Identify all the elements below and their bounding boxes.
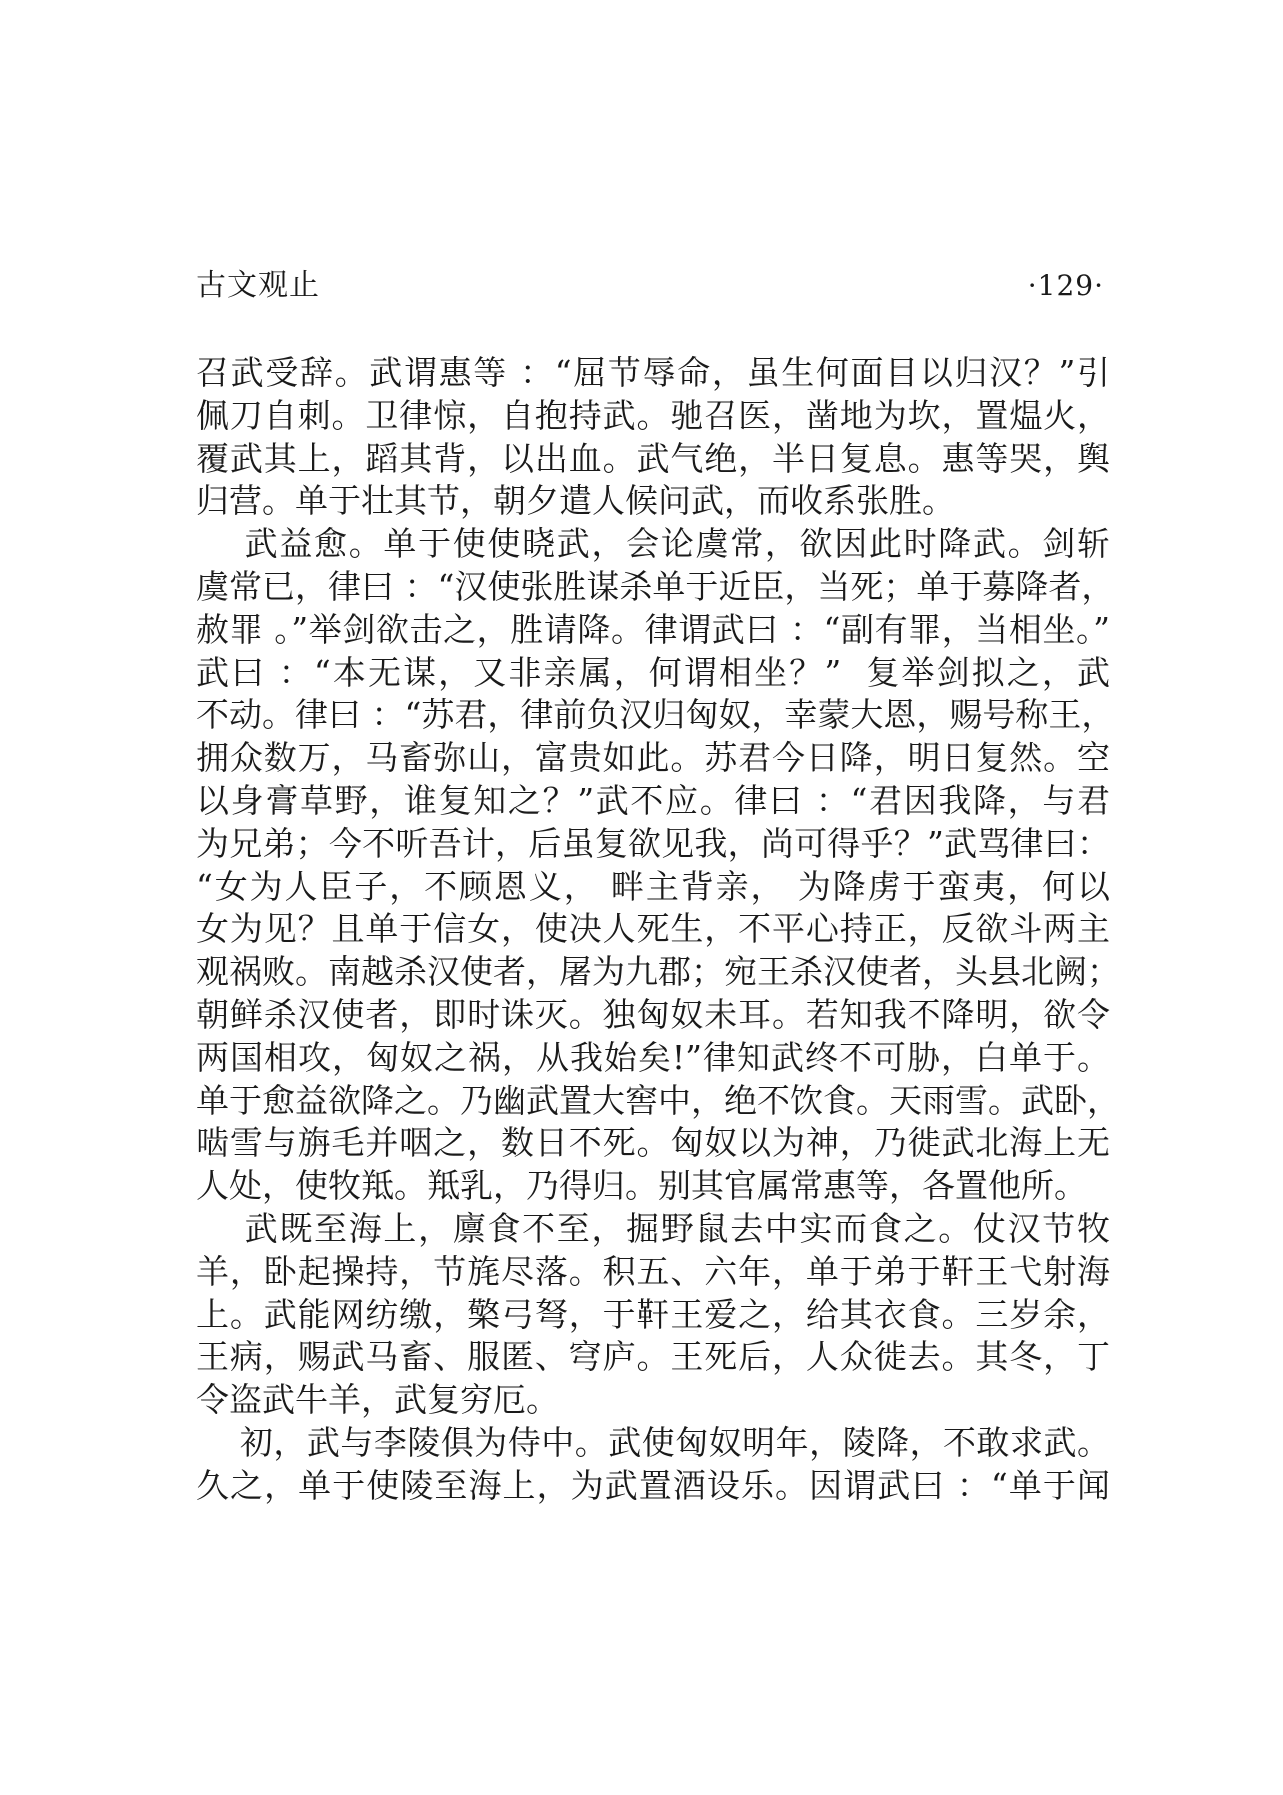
text-line: 拥众数万，马畜弥山，富贵如此。苏君今日降，明日复然。空: [196, 738, 1110, 778]
text-line: 女为见？且单于信女，使决人死生，不平心持正，反欲斗两主: [196, 909, 1110, 949]
text-line: 赦罪 。”举剑欲击之，胜请降。律谓武曰 ：“副有罪，当相坐。”: [196, 609, 1110, 649]
text-line: 召武受辞。武谓惠等 ：“屈节辱命，虽生何面目以归汉？”引: [196, 353, 1110, 392]
text-line: 为兄弟；今不听吾计，后虽复欲见我，尚可得乎？”武骂律曰：: [196, 823, 1110, 863]
text-line: 武既至海上，廪食不至，掘野鼠去中实而食之。仗汉节牧: [196, 1208, 1110, 1248]
text-line: 初，武与李陵俱为侍中。武使匈奴明年，陵降，不敢求武。: [196, 1422, 1110, 1462]
text-line: 覆武其上，蹈其背，以出血。武气绝，半日复息。惠等哭，舆: [196, 438, 1110, 478]
text-line: 佩刀自刺。卫律惊，自抱持武。驰召医，凿地为坎，置煴火，: [196, 395, 1110, 435]
text-line: 单于愈益欲降之。乃幽武置大窖中，绝不饮食。天雨雪。武卧，: [196, 1080, 1120, 1120]
text-line: 久之，单于使陵至海上，为武置酒设乐。因谓武曰 ：“单于闻: [196, 1465, 1110, 1505]
page-header: [196, 266, 1104, 306]
page-number: ·129·: [1027, 269, 1104, 302]
text-line: 王病，赐武马畜、服匿、穹庐。王死后，人众徙去。其冬，丁: [196, 1337, 1110, 1377]
text-line: 羊，卧起操持，节旄尽落。积五、六年，单于弟于靬王弋射海: [196, 1251, 1110, 1291]
body-text: [196, 352, 1120, 1508]
text-line: 武曰 ：“本无谋，又非亲属，何谓相坐？” 复举剑拟之，武: [196, 652, 1110, 692]
text-line: 观祸败。南越杀汉使者，屠为九郡；宛王杀汉使者，头县北阙；: [196, 952, 1120, 992]
text-line: 归营。单于壮其节，朝夕遣人候问武，而收系张胜。: [196, 481, 955, 521]
text-line: 武益愈。单于使使晓武，会论虞常，欲因此时降武。剑斩: [196, 524, 1110, 564]
text-line: 虞常已，律曰 ：“汉使张胜谋杀单于近臣，当死；单于募降者，: [196, 566, 1115, 606]
text-line: 以身膏草野，谁复知之？”武不应。律曰 ：“君因我降，与君: [196, 780, 1110, 820]
text-line: 令盗武牛羊，武复穷厄。: [196, 1380, 559, 1420]
text-line: 朝鲜杀汉使者，即时诛灭。独匈奴未耳。若知我不降明，欲令: [196, 994, 1110, 1034]
text-line: 人处，使牧羝。羝乳，乃得归。别其官属常惠等，各置他所。: [196, 1166, 1087, 1206]
text-line: “女为人臣子，不顾恩义， 畔主背亲， 为降虏于蛮夷，何以: [196, 866, 1110, 906]
text-line: 上。武能网纺缴，檠弓弩，于靬王爱之，给其衣食。三岁余，: [196, 1294, 1110, 1334]
text-line: 两国相攻，匈奴之祸，从我始矣!”律知武终不可胁，白单于。: [196, 1037, 1110, 1077]
text-line: 啮雪与旃毛并咽之，数日不死。匈奴以为神，乃徙武北海上无: [196, 1123, 1110, 1163]
running-head-title: 古文观止: [196, 268, 320, 303]
text-line: 不动。律曰 ：“苏君，律前负汉归匈奴，幸蒙大恩，赐号称王，: [196, 695, 1115, 735]
